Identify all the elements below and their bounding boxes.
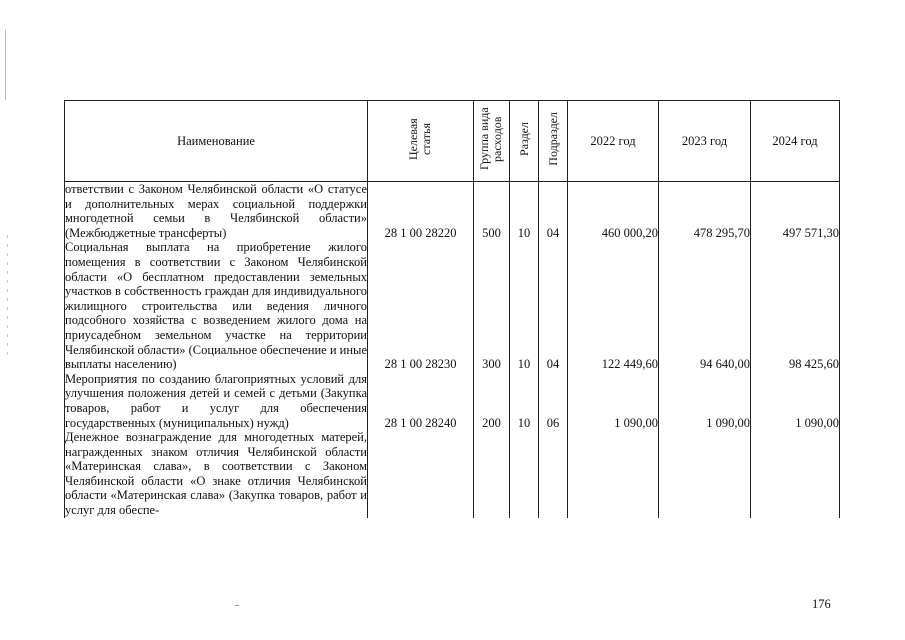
header-2022: 2022 год [568,101,659,182]
header-2024: 2024 год [751,101,840,182]
row-target: 28 1 00 28220 [368,182,474,241]
row-section: 10 [510,182,539,241]
row-target: 28 1 00 28240 [368,372,474,430]
row-2024 [751,430,840,518]
row-group: 500 [474,182,510,241]
row-2022: 122 449,60 [568,240,659,371]
row-subsection: 06 [539,372,568,430]
table-header-row [65,101,840,182]
row-section: 10 [510,372,539,430]
row-section: 10 [510,240,539,371]
row-subsection: 04 [539,240,568,371]
row-group: 200 [474,372,510,430]
row-2022: 460 000,20 [568,182,659,241]
row-group: 300 [474,240,510,371]
row-section [510,430,539,518]
row-2023 [659,430,751,518]
row-2024: 1 090,00 [751,372,840,430]
row-2022: 1 090,00 [568,372,659,430]
row-2024: 497 571,30 [751,182,840,241]
row-name: Социальная выплата на приобретение жилого помещения в соответствии с Законом Челябинской области «О бесплатном предоставлении земельных участков в собственность граждан для индивидуального жилищного строительства или ведения личного подсобного хозяйства с возведением жилого дома на приусадебном земельном участке на территории Челябинской области» (Социальное обеспечение и иные выплаты населению) [65,240,367,372]
row-group [474,430,510,518]
header-target: Целевая статья [368,101,474,182]
scan-edge-mark [5,30,6,100]
header-group: Группа вида расходов [474,101,510,182]
row-name: ответствии с Законом Челябинской области «О статусе и дополнительных мерах социальной поддержки многодетной семьи в Челябинской области» (Межбюджетные трансферты) [65,182,367,240]
row-2024: 98 425,60 [751,240,840,371]
table-row [65,182,840,241]
row-2023: 1 090,00 [659,372,751,430]
row-target [368,430,474,518]
page-number: 176 [812,597,831,611]
row-2023: 478 295,70 [659,182,751,241]
row-2023: 94 640,00 [659,240,751,371]
header-2023: 2023 год [659,101,751,182]
header-section: Раздел [510,101,539,182]
budget-table [64,100,840,518]
row-subsection [539,430,568,518]
header-name: Наименование [65,101,368,182]
table-row [65,430,840,518]
header-subsection: Подраздел [539,101,568,182]
table-row [65,240,840,371]
row-2022 [568,430,659,518]
row-name: Денежное вознаграждение для многодетных матерей, награжденных знаком отличия Челябинской области «Материнская слава», в соответствии с Законом Челябинской области «О знаке отличия Челябинской области «Материнская слава» (Закупка товаров, работ и услуг для обеспе- [65,430,367,518]
table-row [65,372,840,430]
row-name: Мероприятия по созданию благоприятных условий для улучшения положения детей и семей с детьми (Закупка товаров, работ и услуг для обеспечения государственных (муниципальных) нужд) [65,371,367,430]
scan-dot-mark [7,235,8,355]
scan-mark [235,605,239,606]
row-target: 28 1 00 28230 [368,240,474,371]
row-subsection: 04 [539,182,568,241]
